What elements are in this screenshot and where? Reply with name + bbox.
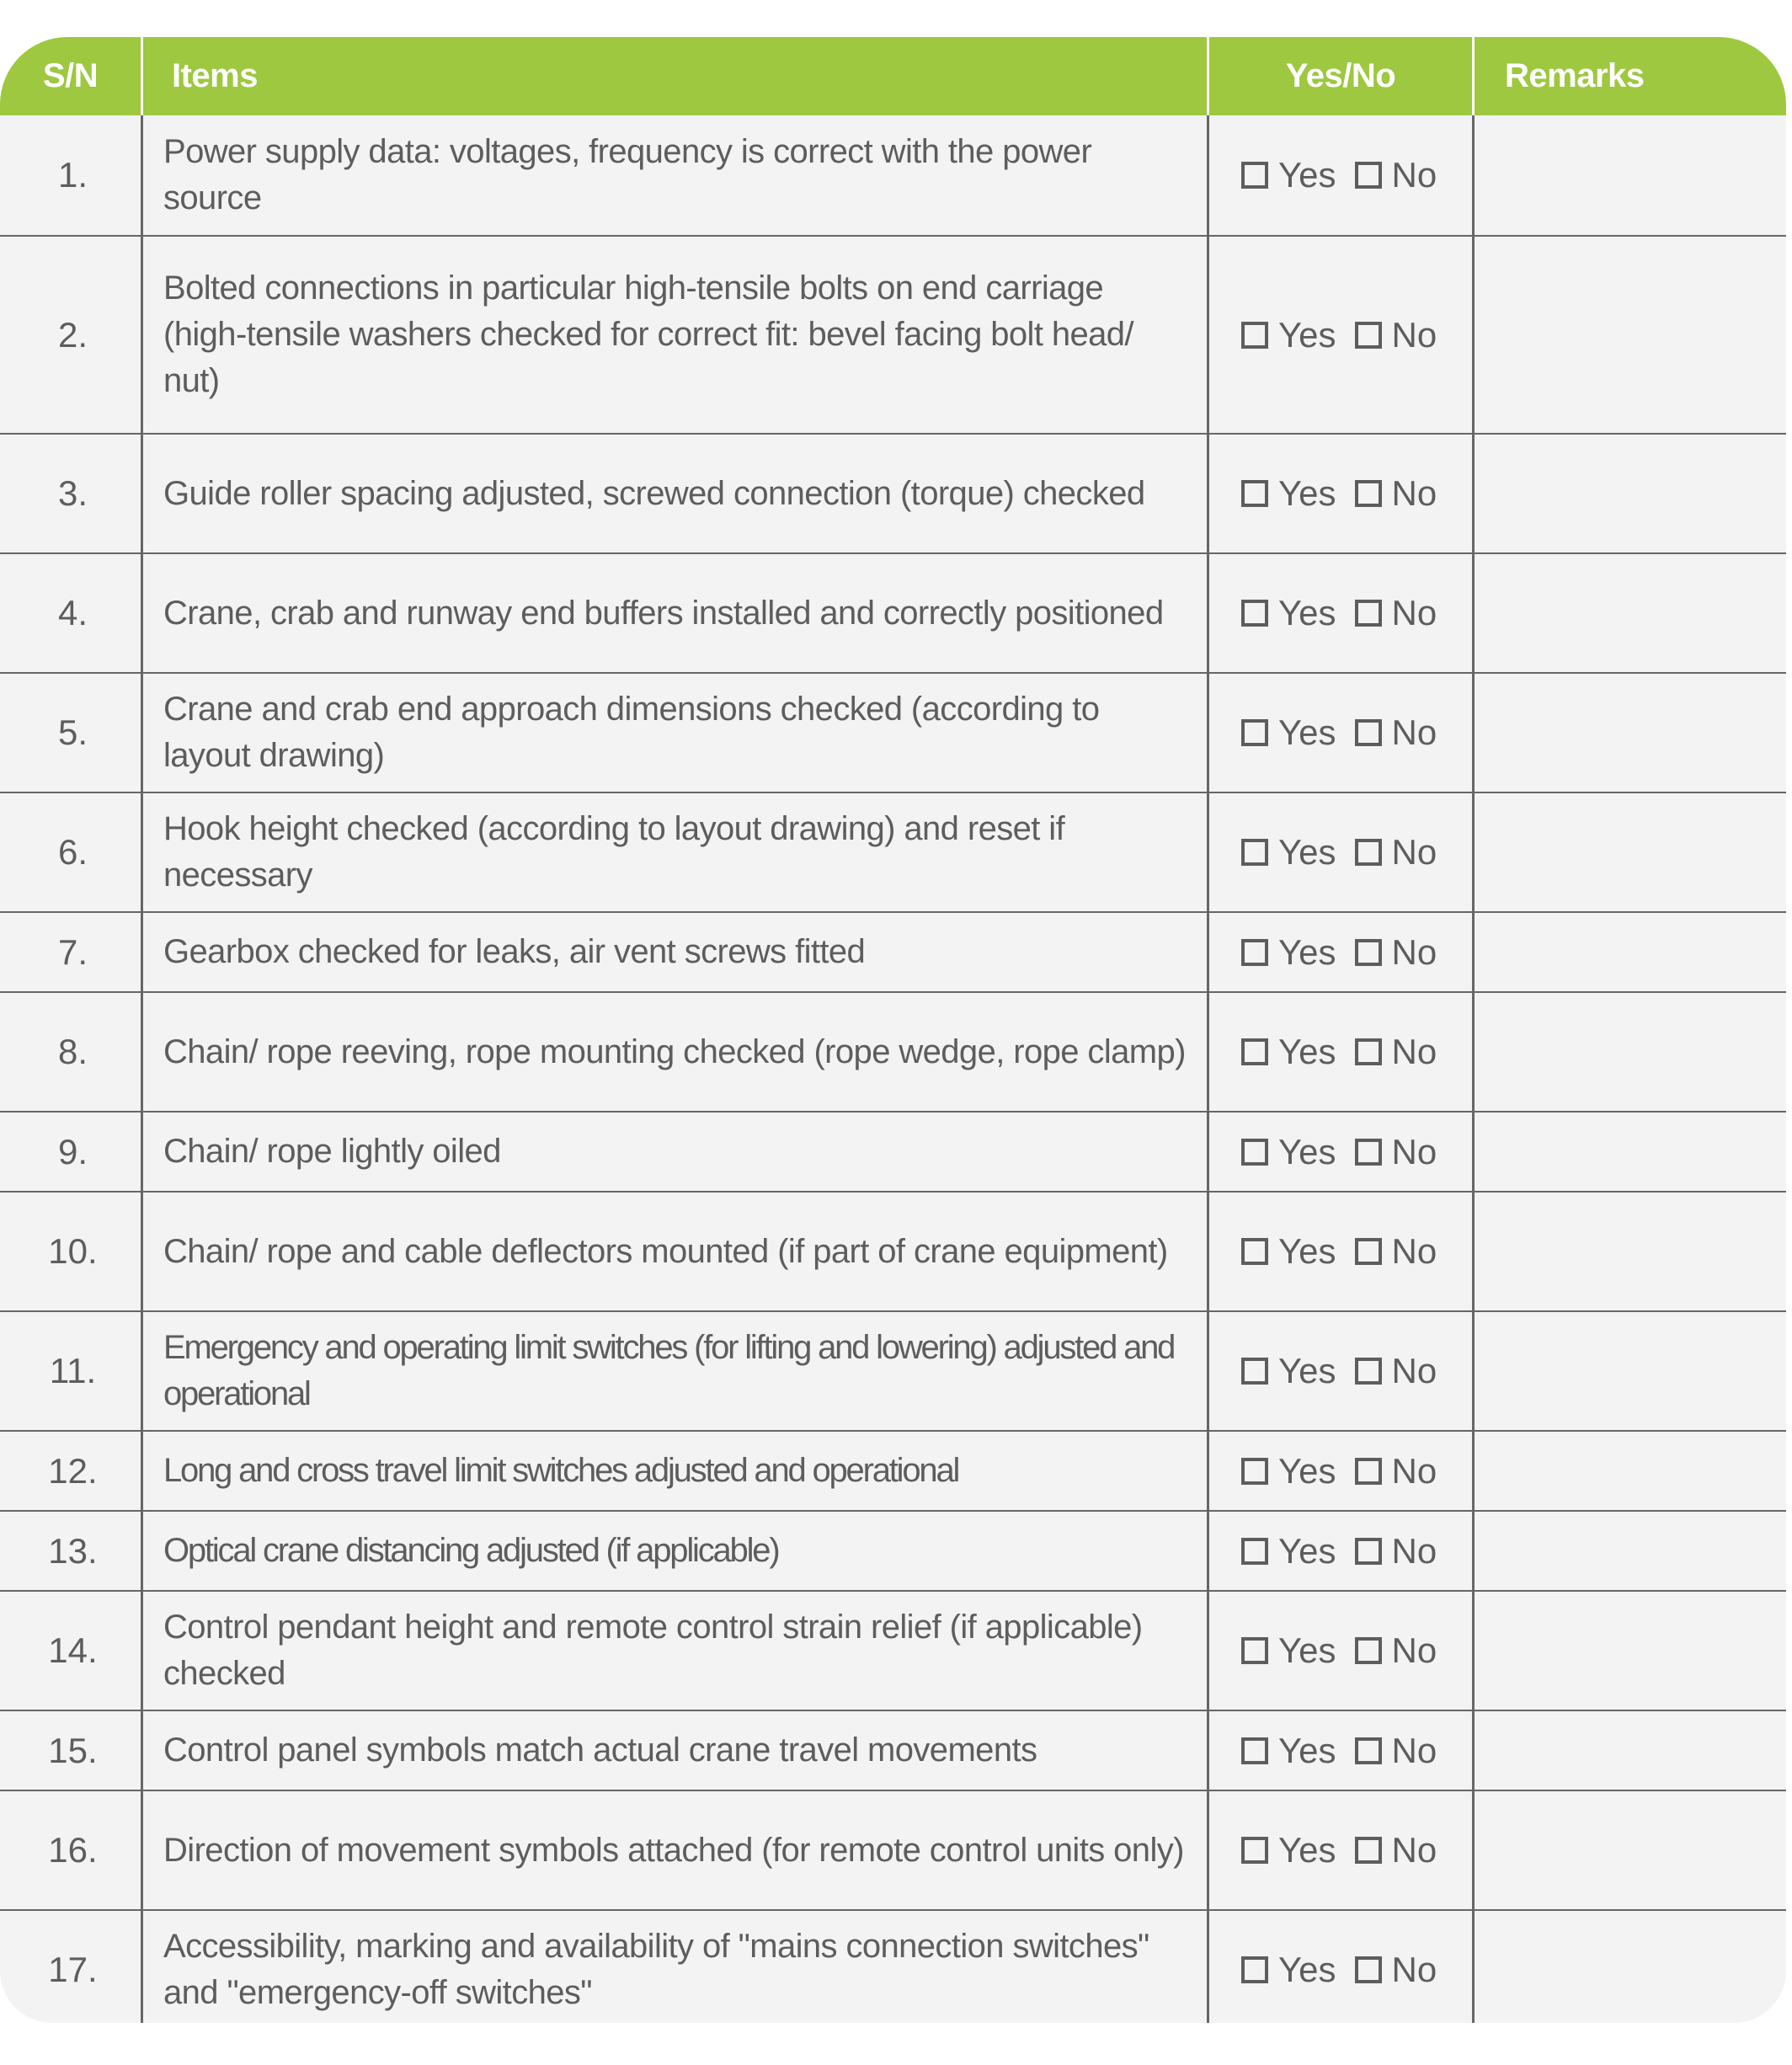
no-option[interactable] bbox=[1355, 1531, 1437, 1571]
row-item-description bbox=[143, 1512, 1209, 1590]
row-item-description bbox=[143, 1113, 1209, 1191]
item-text: Crane, crab and runway end buffers installed and correctly positioned bbox=[163, 594, 1164, 632]
no-checkbox-icon[interactable] bbox=[1355, 1139, 1382, 1166]
yes-checkbox-icon[interactable] bbox=[1241, 1837, 1268, 1864]
no-option[interactable] bbox=[1355, 832, 1437, 872]
yes-label: Yes bbox=[1278, 1131, 1336, 1171]
yes-label: Yes bbox=[1278, 1450, 1336, 1491]
table-row bbox=[0, 1430, 1786, 1510]
no-checkbox-icon[interactable] bbox=[1355, 839, 1382, 866]
yes-label: Yes bbox=[1278, 473, 1336, 513]
table-row bbox=[0, 1510, 1786, 1590]
yes-label: Yes bbox=[1278, 1351, 1336, 1390]
row-number-text: 4. bbox=[57, 593, 88, 632]
no-label: No bbox=[1391, 931, 1437, 972]
yes-label: Yes bbox=[1278, 1032, 1336, 1071]
table-row bbox=[0, 672, 1786, 792]
row-number-text: 12. bbox=[48, 1450, 98, 1491]
no-label: No bbox=[1391, 1450, 1437, 1491]
yes-label: Yes bbox=[1278, 1630, 1336, 1670]
table-row bbox=[0, 552, 1786, 672]
yes-no-options bbox=[1209, 1193, 1475, 1310]
row-number-text: 13. bbox=[48, 1530, 98, 1571]
row-item-description bbox=[143, 1193, 1209, 1310]
no-option[interactable] bbox=[1355, 473, 1437, 514]
row-item-description bbox=[143, 435, 1209, 552]
no-option[interactable] bbox=[1355, 1231, 1437, 1272]
item-text: Hook height checked (according to layout drawing) and reset if necessary bbox=[163, 810, 1065, 894]
yes-label: Yes bbox=[1278, 1231, 1336, 1271]
row-number-text: 15. bbox=[48, 1730, 98, 1770]
table-row bbox=[0, 1790, 1786, 1909]
no-option[interactable] bbox=[1355, 315, 1437, 355]
row-number bbox=[0, 1592, 143, 1710]
remarks-cell[interactable] bbox=[1475, 435, 1786, 552]
yes-checkbox-icon[interactable] bbox=[1241, 1538, 1268, 1565]
no-checkbox-icon[interactable] bbox=[1355, 1737, 1382, 1764]
row-item-description bbox=[143, 913, 1209, 991]
header-sn: S/N bbox=[0, 37, 143, 115]
row-item-description bbox=[143, 237, 1209, 433]
row-item-description bbox=[143, 1911, 1209, 2023]
yes-option[interactable] bbox=[1241, 1231, 1336, 1272]
yes-no-options bbox=[1209, 435, 1475, 552]
yes-checkbox-icon[interactable] bbox=[1241, 719, 1268, 746]
yes-checkbox-icon[interactable] bbox=[1241, 322, 1268, 349]
no-option[interactable] bbox=[1355, 1132, 1437, 1172]
item-text: Accessibility, marking and availability of "mains connection switches" and "emergency-off switches" bbox=[163, 1928, 1149, 2011]
row-item-description bbox=[143, 115, 1209, 235]
row-number bbox=[0, 1711, 143, 1790]
yes-label: Yes bbox=[1278, 1730, 1336, 1770]
yes-no-options bbox=[1209, 793, 1475, 911]
row-number-text: 8. bbox=[57, 1032, 88, 1071]
no-checkbox-icon[interactable] bbox=[1355, 1538, 1382, 1565]
row-item-description bbox=[143, 674, 1209, 792]
yes-option[interactable] bbox=[1241, 1630, 1336, 1671]
yes-option[interactable] bbox=[1241, 832, 1336, 872]
item-text: Chain/ rope and cable deflectors mounted (if part of crane equipment) bbox=[163, 1232, 1168, 1270]
row-item-description bbox=[143, 1711, 1209, 1790]
yes-checkbox-icon[interactable] bbox=[1241, 1637, 1268, 1664]
no-checkbox-icon[interactable] bbox=[1355, 600, 1382, 627]
yes-checkbox-icon[interactable] bbox=[1241, 480, 1268, 507]
yes-label: Yes bbox=[1278, 593, 1336, 632]
no-checkbox-icon[interactable] bbox=[1355, 162, 1382, 189]
item-text: Emergency and operating limit switches (for lifting and lowering) adjusted and operational bbox=[163, 1329, 1175, 1412]
table-body bbox=[0, 115, 1786, 2023]
row-number bbox=[0, 1312, 143, 1430]
yes-no-options bbox=[1209, 913, 1475, 991]
header-items: Items bbox=[143, 37, 1209, 115]
no-option[interactable] bbox=[1355, 1950, 1437, 1990]
no-option[interactable] bbox=[1355, 155, 1437, 195]
item-text: Gearbox checked for leaks, air vent screws fitted bbox=[163, 933, 866, 970]
header-remarks: Remarks bbox=[1505, 57, 1645, 94]
yes-no-options bbox=[1209, 1113, 1475, 1191]
row-number bbox=[0, 1193, 143, 1310]
row-number bbox=[0, 1512, 143, 1590]
row-item-description bbox=[143, 554, 1209, 672]
no-label: No bbox=[1391, 1630, 1437, 1670]
row-number-text: 11. bbox=[49, 1351, 97, 1390]
yes-no-options bbox=[1209, 674, 1475, 792]
no-label: No bbox=[1391, 314, 1437, 355]
item-text: Chain/ rope reeving, rope mounting checked (rope wedge, rope clamp) bbox=[163, 1032, 1186, 1070]
remarks-cell[interactable] bbox=[1475, 1312, 1786, 1430]
no-checkbox-icon[interactable] bbox=[1355, 1358, 1382, 1385]
remarks-cell[interactable] bbox=[1475, 1911, 1786, 2023]
no-checkbox-icon[interactable] bbox=[1355, 939, 1382, 966]
remarks-cell[interactable] bbox=[1475, 115, 1786, 235]
table-row bbox=[0, 1909, 1786, 2023]
row-number-text: 2. bbox=[57, 314, 88, 355]
remarks-cell[interactable] bbox=[1475, 1432, 1786, 1510]
no-label: No bbox=[1391, 712, 1437, 752]
yes-label: Yes bbox=[1278, 931, 1336, 972]
table-row bbox=[0, 1310, 1786, 1430]
row-number bbox=[0, 793, 143, 911]
no-label: No bbox=[1391, 1530, 1437, 1571]
yes-checkbox-icon[interactable] bbox=[1241, 1737, 1268, 1764]
row-number bbox=[0, 993, 143, 1111]
remarks-cell[interactable] bbox=[1475, 1193, 1786, 1310]
no-option[interactable] bbox=[1355, 932, 1437, 973]
table-row bbox=[0, 1191, 1786, 1310]
no-checkbox-icon[interactable] bbox=[1355, 1637, 1382, 1664]
item-text: Guide roller spacing adjusted, screwed connection (torque) checked bbox=[163, 474, 1145, 512]
no-label: No bbox=[1391, 1231, 1437, 1271]
remarks-cell[interactable] bbox=[1475, 793, 1786, 911]
yes-option[interactable] bbox=[1241, 932, 1336, 973]
yes-option[interactable] bbox=[1241, 315, 1336, 355]
table-header bbox=[0, 37, 1786, 115]
no-label: No bbox=[1391, 1032, 1437, 1071]
no-label: No bbox=[1391, 1131, 1437, 1171]
yes-label: Yes bbox=[1278, 1830, 1336, 1870]
no-checkbox-icon[interactable] bbox=[1355, 1038, 1382, 1065]
yes-checkbox-icon[interactable] bbox=[1241, 1238, 1268, 1265]
yes-option[interactable] bbox=[1241, 712, 1336, 753]
no-option[interactable] bbox=[1355, 1351, 1437, 1391]
item-text: Optical crane distancing adjusted (if applicable) bbox=[163, 1532, 779, 1569]
yes-option[interactable] bbox=[1241, 1132, 1336, 1172]
yes-checkbox-icon[interactable] bbox=[1241, 1458, 1268, 1485]
yes-option[interactable] bbox=[1241, 155, 1336, 195]
yes-checkbox-icon[interactable] bbox=[1241, 162, 1268, 189]
yes-label: Yes bbox=[1278, 832, 1336, 872]
remarks-cell[interactable] bbox=[1475, 913, 1786, 991]
yes-no-options bbox=[1209, 1312, 1475, 1430]
table-row bbox=[0, 792, 1786, 911]
no-checkbox-icon[interactable] bbox=[1355, 1956, 1382, 1983]
yes-checkbox-icon[interactable] bbox=[1241, 1139, 1268, 1166]
yes-label: Yes bbox=[1278, 1950, 1336, 1989]
remarks-cell[interactable] bbox=[1475, 1512, 1786, 1590]
no-label: No bbox=[1391, 155, 1437, 195]
yes-option[interactable] bbox=[1241, 1830, 1336, 1870]
yes-checkbox-icon[interactable] bbox=[1241, 600, 1268, 627]
row-item-description bbox=[143, 1791, 1209, 1909]
item-text: Bolted connections in particular high-tensile bolts on end carriage (high-tensile washers checked for correct fit: bevel facing bolt head/ nut) bbox=[163, 269, 1133, 399]
yes-no-options bbox=[1209, 1512, 1475, 1590]
row-number-text: 17. bbox=[48, 1950, 98, 1989]
remarks-cell[interactable] bbox=[1475, 237, 1786, 433]
table-row bbox=[0, 433, 1786, 552]
row-number bbox=[0, 554, 143, 672]
table-row bbox=[0, 1111, 1786, 1191]
table-row bbox=[0, 115, 1786, 235]
no-option[interactable] bbox=[1355, 712, 1437, 753]
yes-label: Yes bbox=[1278, 1530, 1336, 1571]
no-label: No bbox=[1391, 593, 1437, 632]
yes-checkbox-icon[interactable] bbox=[1241, 1956, 1268, 1983]
no-checkbox-icon[interactable] bbox=[1355, 1238, 1382, 1265]
yes-label: Yes bbox=[1278, 314, 1336, 355]
yes-no-options bbox=[1209, 993, 1475, 1111]
remarks-cell[interactable] bbox=[1475, 554, 1786, 672]
row-item-description bbox=[143, 993, 1209, 1111]
yes-option[interactable] bbox=[1241, 1351, 1336, 1391]
yes-checkbox-icon[interactable] bbox=[1241, 1038, 1268, 1065]
remarks-cell[interactable] bbox=[1475, 1791, 1786, 1909]
row-number-text: 14. bbox=[48, 1630, 98, 1670]
item-text: Control pendant height and remote control strain relief (if applicable) checked bbox=[163, 1609, 1143, 1692]
row-number bbox=[0, 237, 143, 433]
remarks-cell[interactable] bbox=[1475, 1592, 1786, 1710]
table-row bbox=[0, 235, 1786, 433]
no-checkbox-icon[interactable] bbox=[1355, 719, 1382, 746]
yes-no-options bbox=[1209, 1711, 1475, 1790]
row-number bbox=[0, 435, 143, 552]
no-option[interactable] bbox=[1355, 1830, 1437, 1870]
no-label: No bbox=[1391, 1730, 1437, 1770]
no-label: No bbox=[1391, 473, 1437, 513]
remarks-cell[interactable] bbox=[1475, 1113, 1786, 1191]
yes-option[interactable] bbox=[1241, 1731, 1336, 1771]
row-item-description bbox=[143, 793, 1209, 911]
yes-checkbox-icon[interactable] bbox=[1241, 1358, 1268, 1385]
table-row bbox=[0, 1590, 1786, 1710]
no-checkbox-icon[interactable] bbox=[1355, 1458, 1382, 1485]
yes-no-options bbox=[1209, 1592, 1475, 1710]
item-text: Control panel symbols match actual crane travel movements bbox=[163, 1732, 1037, 1769]
row-number-text: 7. bbox=[57, 931, 88, 972]
yes-checkbox-icon[interactable] bbox=[1241, 839, 1268, 866]
yes-option[interactable] bbox=[1241, 1531, 1336, 1571]
no-option[interactable] bbox=[1355, 1731, 1437, 1771]
row-number-text: 10. bbox=[48, 1231, 98, 1271]
row-number bbox=[0, 674, 143, 792]
no-checkbox-icon[interactable] bbox=[1355, 480, 1382, 507]
no-option[interactable] bbox=[1355, 1451, 1437, 1491]
row-number-text: 1. bbox=[57, 155, 88, 195]
row-item-description bbox=[143, 1312, 1209, 1430]
yes-option[interactable] bbox=[1241, 473, 1336, 514]
row-number bbox=[0, 913, 143, 991]
yes-checkbox-icon[interactable] bbox=[1241, 939, 1268, 966]
row-number-text: 5. bbox=[57, 712, 88, 752]
row-number-text: 3. bbox=[57, 473, 88, 513]
no-label: No bbox=[1391, 832, 1437, 872]
row-number bbox=[0, 1791, 143, 1909]
no-option[interactable] bbox=[1355, 593, 1437, 633]
no-label: No bbox=[1391, 1830, 1437, 1870]
header-yes-no: Yes/No bbox=[1209, 37, 1475, 115]
yes-label: Yes bbox=[1278, 155, 1336, 195]
no-checkbox-icon[interactable] bbox=[1355, 322, 1382, 349]
no-label: No bbox=[1391, 1351, 1437, 1390]
no-option[interactable] bbox=[1355, 1630, 1437, 1671]
table-row bbox=[0, 1710, 1786, 1790]
item-text: Crane and crab end approach dimensions checked (according to layout drawing) bbox=[163, 691, 1100, 774]
yes-no-options bbox=[1209, 115, 1475, 235]
yes-option[interactable] bbox=[1241, 593, 1336, 633]
no-label: No bbox=[1391, 1950, 1437, 1989]
remarks-cell[interactable] bbox=[1475, 674, 1786, 792]
row-number bbox=[0, 115, 143, 235]
row-number bbox=[0, 1432, 143, 1510]
row-number bbox=[0, 1911, 143, 2023]
no-checkbox-icon[interactable] bbox=[1355, 1837, 1382, 1864]
remarks-cell[interactable] bbox=[1475, 1711, 1786, 1790]
no-option[interactable] bbox=[1355, 1032, 1437, 1072]
item-text: Direction of movement symbols attached (for remote control units only) bbox=[163, 1831, 1184, 1869]
inspection-checklist-table bbox=[0, 37, 1786, 2023]
row-number-text: 6. bbox=[57, 832, 88, 872]
row-number bbox=[0, 1113, 143, 1191]
yes-option[interactable] bbox=[1241, 1950, 1336, 1990]
item-text: Long and cross travel limit switches adjusted and operational bbox=[163, 1452, 959, 1489]
yes-no-options bbox=[1209, 554, 1475, 672]
yes-no-options bbox=[1209, 1432, 1475, 1510]
remarks-cell[interactable] bbox=[1475, 993, 1786, 1111]
yes-option[interactable] bbox=[1241, 1032, 1336, 1072]
table-row bbox=[0, 911, 1786, 991]
yes-option[interactable] bbox=[1241, 1451, 1336, 1491]
row-number-text: 9. bbox=[57, 1131, 88, 1171]
yes-no-options bbox=[1209, 237, 1475, 433]
yes-no-options bbox=[1209, 1791, 1475, 1909]
table-row bbox=[0, 991, 1786, 1111]
row-item-description bbox=[143, 1432, 1209, 1510]
yes-label: Yes bbox=[1278, 712, 1336, 752]
item-text: Power supply data: voltages, frequency is correct with the power source bbox=[163, 133, 1092, 216]
item-text: Chain/ rope lightly oiled bbox=[163, 1133, 501, 1170]
yes-no-options bbox=[1209, 1911, 1475, 2023]
row-item-description bbox=[143, 1592, 1209, 1710]
row-number-text: 16. bbox=[48, 1830, 98, 1870]
